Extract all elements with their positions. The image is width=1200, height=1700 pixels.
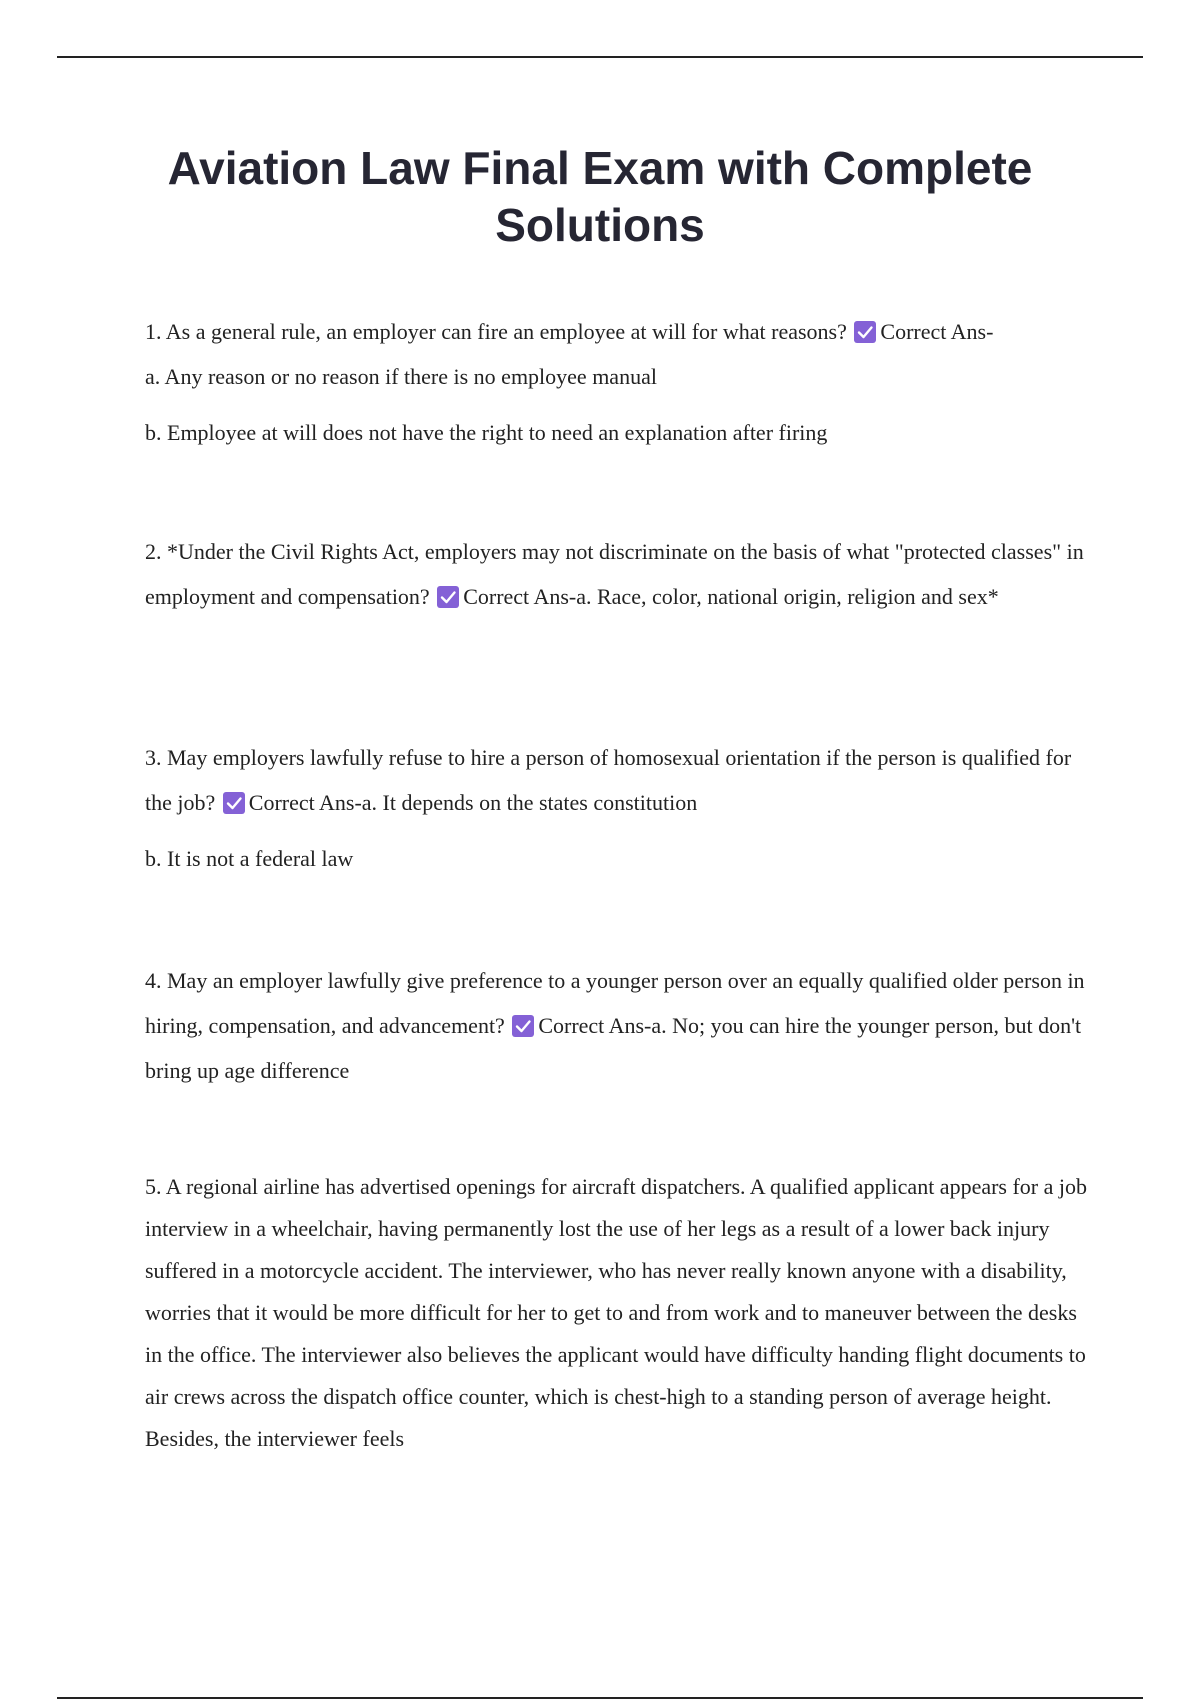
check-icon — [854, 321, 876, 343]
answer-line-b: b. It is not a federal law — [145, 846, 354, 871]
question-1-text: 1. As a general rule, an employer can fire an employee at will for what reasons? Correct Ans- — [145, 319, 994, 344]
document-title: Aviation Law Final Exam with Complete Solutions — [167, 142, 1033, 251]
bottom-rule — [57, 1697, 1143, 1699]
answer-label: Correct Ans-a. Race, color, national origin, religion and sex* — [463, 584, 999, 609]
question-1 — [145, 309, 1095, 455]
answer-label: Correct Ans-a. No; you can hire the younger person, but don't bring up age difference — [145, 1013, 1082, 1083]
answer-label: Correct Ans- — [880, 319, 994, 344]
question-3 — [145, 735, 1095, 881]
top-rule — [57, 56, 1143, 58]
question-4-text: 4. May an employer lawfully give preference to a younger person over an equally qualified older person in hiring, compensation, and advancement? Correct Ans-a. No; you can hire the younger person, but don't bring up age difference — [145, 968, 1085, 1083]
question-5-text: 5. A regional airline has advertised openings for aircraft dispatchers. A qualified applicant appears for a job interview in a wheelchair, having permanently lost the use of her legs as a result of a lower back injury suffered in a motorcycle accident. The interviewer, who has never really known anyone with a disability, worries that it would be more difficult for her to get to and from work and to maneuver between the desks in the office. The interviewer also believes the applicant would have difficulty handing flight documents to air crews across the dispatch office counter, which is chest-high to a standing person of average height. Besides, the interviewer feels — [145, 1174, 1088, 1451]
question-5 — [145, 1166, 1095, 1460]
question-2 — [145, 529, 1095, 619]
check-icon — [512, 1015, 534, 1037]
answer-line-a: a. Any reason or no reason if there is no employee manual — [145, 364, 657, 389]
answer-label: Correct Ans-a. It depends on the states constitution — [248, 790, 698, 815]
check-icon — [223, 792, 245, 814]
question-2-text: 2. *Under the Civil Rights Act, employers may not discriminate on the basis of what "protected classes" in employment and compensation? Correct Ans-a. Race, color, national origin, religion and sex* — [145, 539, 1084, 609]
question-3-text: 3. May employers lawfully refuse to hire a person of homosexual orientation if the person is qualified for the job? Correct Ans-a. It depends on the states constitution — [145, 745, 1072, 815]
answer-line-b: b. Employee at will does not have the right to need an explanation after firing — [145, 420, 828, 445]
question-4 — [145, 958, 1095, 1093]
check-icon — [437, 586, 459, 608]
